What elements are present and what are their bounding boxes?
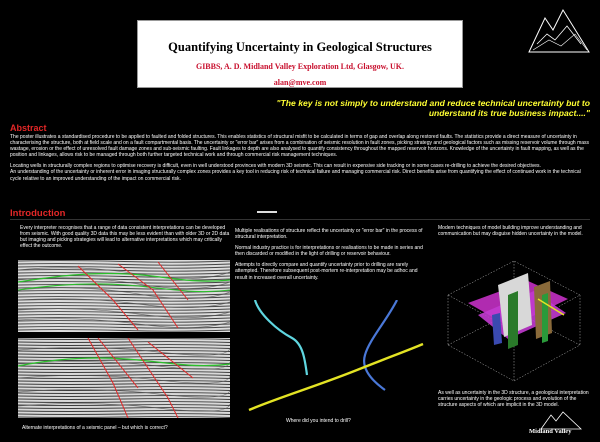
key-quote: "The key is not simply to understand and reduce technical uncertainty but to understand its true business impact...." <box>276 98 590 118</box>
intro-col1-text: Every interpreter recognises that a range of data consistent interpretations can be developed from seismic. With good quality 3D data this may be less evident than with older 3D or 2D data but imaging and picking strategies will lead to alternative interpretations which may critically effect the outcome. <box>20 225 230 250</box>
midland-valley-logo-top <box>527 4 591 54</box>
intro-col2-para-1: Multiple realisations of structure reflect the uncertainty or "error bar" in the process of structural interpretation. <box>235 228 423 241</box>
logo-text: Midland Valley <box>529 428 572 435</box>
abstract-body <box>10 134 590 187</box>
intro-column-2 <box>235 228 430 286</box>
well-caption: Where did you intend to drill? <box>286 418 351 424</box>
intro-column-1 <box>20 225 230 254</box>
intro-col2-para-2: Normal industry practice is for interpretations or realisations to be made in series and then discarded or modified in the light of drilling or reservoir behaviour. <box>235 245 423 258</box>
seismic-panel-top <box>18 260 230 332</box>
abstract-heading: Abstract <box>10 123 47 133</box>
divider-tab <box>257 211 277 213</box>
midland-valley-logo-bottom <box>525 410 595 440</box>
logo-mountain-icon-small <box>539 410 583 430</box>
abstract-para-2: Locating wells in structurally complex regions to optimise recovery is difficult, even in well understood provinces with modern 3D seismic. This can result in expensive side tracking or in some cases re-drilling to achieve the desired objectives. <box>10 163 541 170</box>
intro-column-3 <box>438 225 590 242</box>
abstract-para-3: An understanding of the uncertainty or inherent error in imaging structurally complex zones provides a key tool in reducing risk of technical failure and managing commercial risk. Direct benefits arise from quantifying the effect of continued work in the technical cycle relative to an improved understanding of the impact on commercial risk. <box>10 169 581 182</box>
intro-col3-para-1: Modern techniques of model building improve understanding and communication but may disguise hidden uncertainty in the model. <box>438 225 583 238</box>
seismic-panel-bottom <box>18 338 230 418</box>
section-divider <box>10 219 590 220</box>
seismic-caption: Alternate interpretations of a seismic panel – but which is correct? <box>22 425 168 431</box>
well-track-diagram <box>237 300 427 412</box>
3d-structural-model <box>438 255 590 385</box>
poster-title: Quantifying Uncertainty in Geological Structures <box>168 40 432 54</box>
introduction-heading: Introduction <box>10 208 66 219</box>
title-box <box>137 20 463 88</box>
poster-authors: GIBBS, A. D. Midland Valley Exploration Ltd, Glasgow, UK. <box>195 62 405 71</box>
poster-email: alan@mve.com <box>273 78 327 87</box>
logo-mountain-icon <box>527 4 591 54</box>
abstract-para-1: The poster illustrates a standardised procedure to be applied to faulted and folded structures. This enables statistics of structural misfit to be calculated in terms of gap and overlap along restored faults. The statistics provide a direct measure of uncertainty in characterising the structure, both at field scale and on a fault compartmental basis. The uncertainty or "error bar" arises from a combination of seismic resolution in fault zones, picking strategy and geological factors such as missing reservoir volume through mass wastage, erosion or the effect of unresolved fault damage zones and sub-seismic faulting. Fault linkages to depth are also analysed to quantify consistency throughout the mapped reservoir horizons. Knowledge of the uncertainty in fault mapping, as well as the position and linkages, allows risk to be managed through both further targeted technical work and through commercial risk management techniques. <box>10 134 590 159</box>
intro-col2-para-3: Attempts to directly compare and quantify uncertainty prior to drilling are rarely attempted. Therefore subsequent post-mortem re-interpretation may be adhoc and result in increased overall uncertainty. <box>235 262 418 281</box>
intro-col3-para-2: As well as uncertainty in the 3D structure, a geological interpretation carries uncertainty in the geologic process and evolution of the structure aspects of which are implicit in the 3D model. <box>438 390 589 409</box>
